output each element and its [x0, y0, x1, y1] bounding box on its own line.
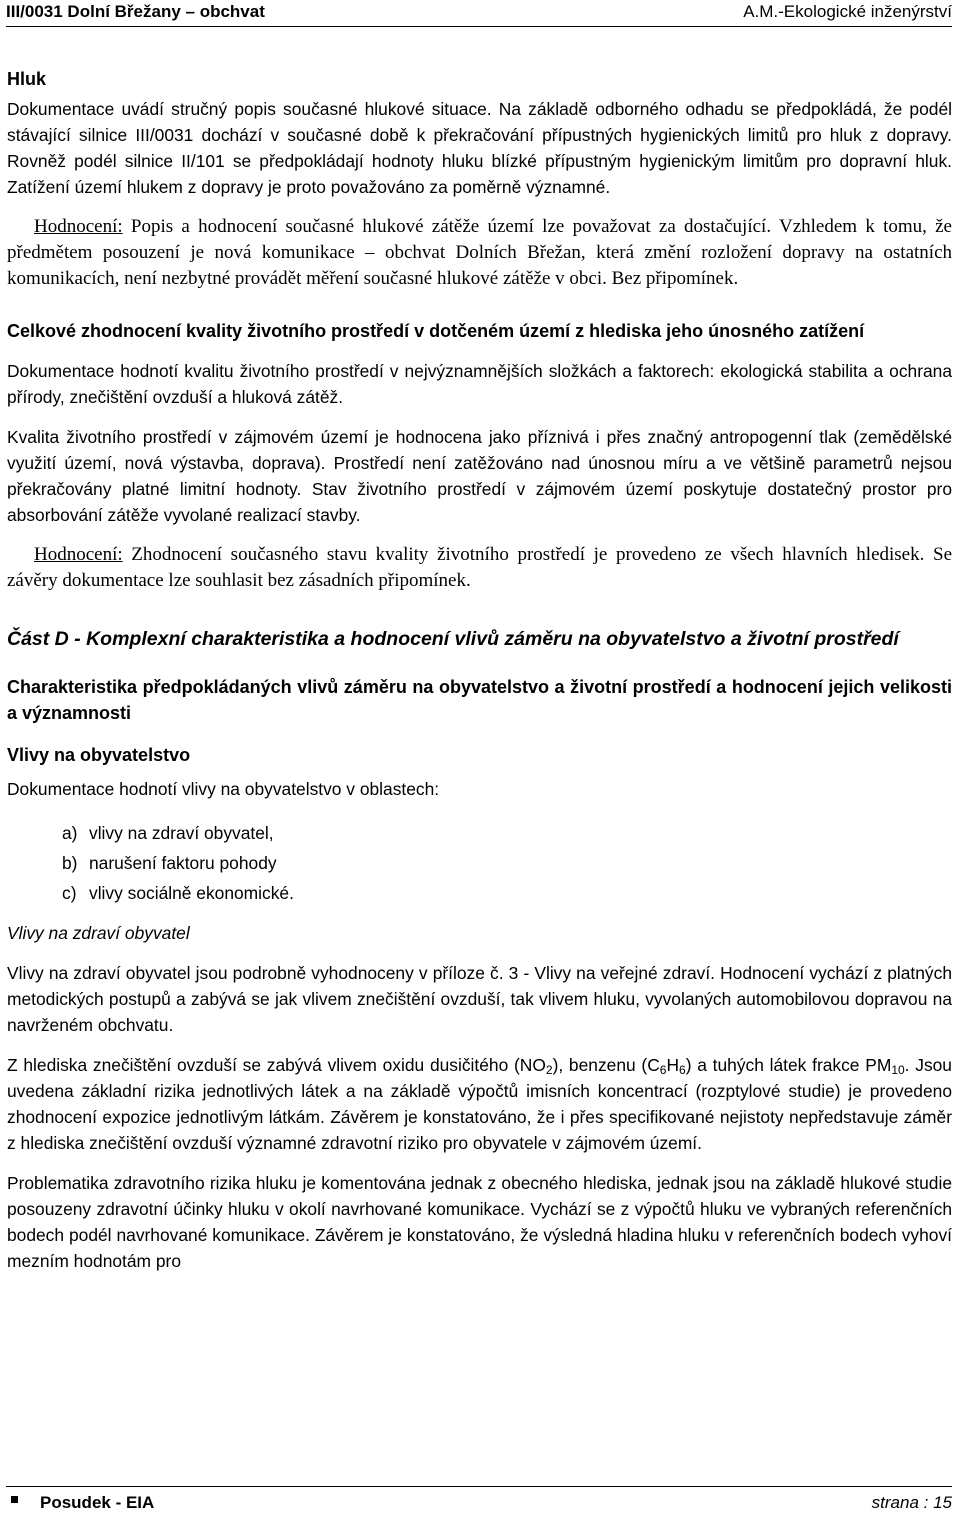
evaluation-text: Zhodnocení současného stavu kvality životního prostředí je provedeno ze všech hlavních hledisek. Se závěry dokumentace lze souhlasit bez zásadních připomínek.	[7, 544, 952, 591]
vlivy-intro: Dokumentace hodnotí vlivy na obyvatelstvo v oblastech:	[7, 779, 440, 799]
celkove-paragraph-1: Dokumentace hodnotí kvalitu životního prostředí v nejvýznamnějších složkách a faktorech: ekologická stabilita a ochrana přírody, znečištění ovzduší a hluková zátěž.	[7, 361, 952, 407]
zdravi-heading: Vlivy na zdraví obyvatel	[7, 923, 190, 943]
celkove-evaluation	[7, 542, 952, 594]
section-heading-hluk: Hluk	[7, 69, 47, 89]
hluk-evaluation	[7, 214, 952, 292]
page-number: strana : 15	[871, 1493, 952, 1512]
subscript: 6	[679, 1063, 686, 1077]
document-body	[7, 66, 952, 1274]
celkove-paragraph-2: Kvalita životního prostředí v zájmovém území je hodnocena jako příznivá i přes značný antropogenní tlak (zemědělské využití území, nová výstavba, doprava). Prostředí není zatěžováno nad únosnou míru a ve většině parametrů nejsou překračovány platné limitní hodnoty. Stav životního prostředí v zájmovém území poskytuje dostatečný prostor pro absorbování zátěže vyvolané realizací stavby.	[7, 427, 952, 525]
text-run: ) a tuhých látek frakce PM	[685, 1055, 892, 1075]
subscript: 2	[545, 1063, 553, 1077]
zdravi-paragraph-1: Vlivy na zdraví obyvatel jsou podrobně vyhodnoceny v příloze č. 3 - Vlivy na veřejné zdraví. Hodnocení vychází z platných metodických postupů a zabývá se jak vlivem znečištění ovzduší, tak vlivem hluku, vyvolaných automobilovou dopravou na navrženém obchvatu.	[7, 963, 952, 1035]
text-run: H	[666, 1055, 680, 1075]
list-text: vlivy sociálně ekonomické.	[89, 883, 294, 903]
part-d-heading: Část D - Komplexní charakteristika a hodnocení vlivů záměru na obyvatelstvo a životní prostředí	[7, 628, 899, 650]
vlivy-list	[7, 818, 952, 908]
text-run: . Jsou uvedena základní rizika jednotlivých látek a na základě výpočtů imisních koncentrací (rozptylové studie) je provedeno zhodnocení expozice jednotlivým látkám. Závěrem je konstatováno, že i přes specifikované nejistoty nepředstavuje záměr z hlediska znečištění ovzduší významné zdravotní riziko pro obyvatele v zájmovém území.	[7, 1055, 952, 1153]
list-text: narušení faktoru pohody	[89, 853, 277, 873]
square-bullet-icon	[11, 1496, 18, 1503]
list-item	[7, 848, 952, 878]
list-item	[7, 878, 952, 908]
vlivy-heading: Vlivy na obyvatelstvo	[7, 745, 191, 765]
part-d-subheading: Charakteristika předpokládaných vlivů záměru na obyvatelstvo a životní prostředí a hodnocení jejich velikosti a významnosti	[7, 677, 952, 723]
zdravi-paragraph-3: Problematika zdravotního rizika hluku je komentována jednak z obecného hlediska, jednak jsou na základě hlukové studie posouzeny zdravotní účinky hluku v okolí navrhované komunikace. Vychází se z výpočtů hluku ve vybraných referenčních bodech podél navrhované komunikace. Závěrem je konstatováno, že výsledná hladina hluku v referenčních bodech vyhoví mezním hodnotám pro	[7, 1173, 952, 1271]
evaluation-text: Popis a hodnocení současné hlukové zátěže území lze považovat za dostačující. Vzhledem k tomu, že předmětem posouzení je nová komunikace – obchvat Dolních Břežan, která změní rozložení dopravy na ostatních komunikacích, není nezbytné provádět měření současné hlukové zátěže v obci. Bez připomínek.	[7, 216, 952, 289]
list-letter: c)	[62, 883, 77, 903]
text-run: ), benzenu (C	[552, 1055, 660, 1075]
footer-title: Posudek - EIA	[40, 1493, 155, 1512]
list-text: vlivy na zdraví obyvatel,	[89, 823, 274, 843]
evaluation-label: Hodnocení:	[34, 216, 123, 237]
list-item	[7, 818, 952, 848]
hluk-paragraph: Dokumentace uvádí stručný popis současné hlukové situace. Na základě odborného odhadu se předpokládá, že podél stávající silnice III/0031 dochází v současné době k překračování přípustných hygienických limitů pro hluk z dopravy. Rovněž podél silnice II/101 se předpokládají hodnoty hluku blízké přípustným hygienickým limitům pro dopravní hluk. Zatížení území hlukem z dopravy je proto považováno za poměrně významné.	[7, 99, 952, 197]
header-title: III/0031 Dolní Břežany – obchvat	[6, 2, 265, 21]
header-company: A.M.-Ekologické inženýrství	[743, 2, 952, 21]
page-footer	[6, 1486, 952, 1513]
section-heading-celkove: Celkové zhodnocení kvality životního prostředí v dotčeném území z hlediska jeho únosného zatížení	[7, 321, 865, 341]
page-header	[6, 0, 952, 27]
subscript: 10	[891, 1063, 905, 1077]
list-letter: a)	[62, 823, 78, 843]
evaluation-label: Hodnocení:	[34, 544, 123, 565]
text-run: Z hlediska znečištění ovzduší se zabývá vlivem oxidu dusičitého (NO	[7, 1055, 546, 1075]
zdravi-paragraph-2	[7, 1052, 952, 1156]
list-letter: b)	[62, 853, 78, 873]
subscript: 6	[659, 1063, 667, 1077]
